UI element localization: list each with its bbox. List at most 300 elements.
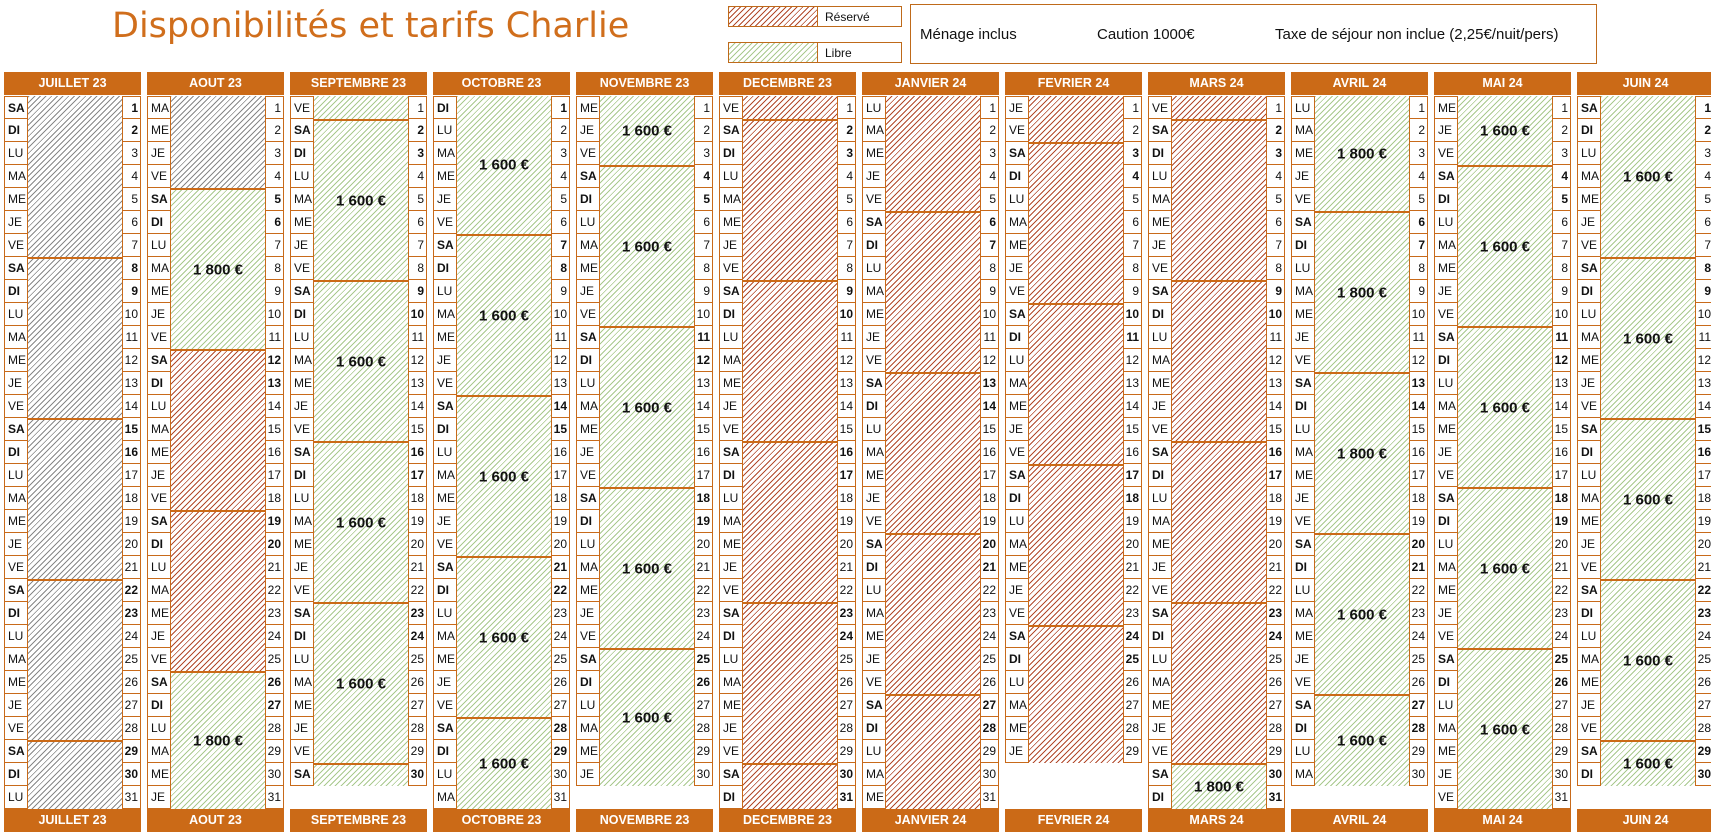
day-number: 13	[694, 372, 713, 395]
booking-block-free[interactable]	[1458, 165, 1552, 326]
weekday-label: JE	[1434, 441, 1458, 464]
day-number: 28	[980, 717, 999, 740]
day-number: 6	[265, 211, 284, 234]
booking-block-free[interactable]	[171, 671, 265, 809]
weekday-label: JE	[862, 326, 886, 349]
weekday-label: DI	[4, 763, 28, 786]
booking-block-free[interactable]	[314, 763, 408, 786]
day-number: 6	[1123, 211, 1142, 234]
weekday-label: VE	[719, 418, 743, 441]
weekday-label: LU	[1291, 579, 1315, 602]
day-number: 8	[837, 257, 856, 280]
day-number: 27	[551, 694, 570, 717]
weekday-label: SA	[1577, 257, 1601, 280]
day-number: 31	[837, 786, 856, 809]
day-number: 14	[1123, 395, 1142, 418]
booking-block-free[interactable]	[1601, 257, 1695, 418]
booking-block-free[interactable]	[1315, 96, 1409, 211]
booking-block-free[interactable]	[171, 188, 265, 349]
booking-block-free[interactable]	[1315, 211, 1409, 372]
weekday-label: ME	[1005, 395, 1029, 418]
day-number: 18	[980, 487, 999, 510]
weekday-label: VE	[1434, 303, 1458, 326]
weekday-label: LU	[433, 602, 457, 625]
day-number: 27	[1695, 694, 1711, 717]
weekday-label: ME	[719, 533, 743, 556]
weekday-label: JE	[1148, 234, 1172, 257]
weekday-label: DI	[1148, 625, 1172, 648]
weekday-label: VE	[4, 717, 28, 740]
weekday-label: LU	[862, 740, 886, 763]
weekday-label: VE	[147, 487, 171, 510]
weekday-label: ME	[1148, 372, 1172, 395]
day-number: 18	[1695, 487, 1711, 510]
day-number: 4	[1552, 165, 1571, 188]
weekday-label: ME	[1291, 303, 1315, 326]
day-number: 3	[694, 142, 713, 165]
day-number: 20	[408, 533, 427, 556]
weekday-label: VE	[1577, 234, 1601, 257]
month-header: MAI 24	[1434, 72, 1571, 95]
month-header: NOVEMBRE 23	[576, 72, 713, 95]
day-number: 16	[1123, 441, 1142, 464]
weekday-label: LU	[433, 119, 457, 142]
booking-block-free[interactable]	[1458, 96, 1552, 165]
weekday-label: LU	[1005, 671, 1029, 694]
day-number: 10	[551, 303, 570, 326]
day-number: 16	[551, 441, 570, 464]
day-number: 6	[980, 211, 999, 234]
weekday-label: SA	[1577, 418, 1601, 441]
weekday-label: DI	[1005, 648, 1029, 671]
booking-block-free[interactable]	[314, 96, 408, 119]
day-number: 5	[1552, 188, 1571, 211]
day-number: 30	[1552, 763, 1571, 786]
weekday-label: DI	[433, 740, 457, 763]
day-number: 15	[980, 418, 999, 441]
day-number: 6	[122, 211, 141, 234]
month-header: MARS 24	[1148, 72, 1285, 95]
weekday-label: JE	[719, 234, 743, 257]
weekday-label: LU	[1434, 533, 1458, 556]
day-number: 14	[837, 395, 856, 418]
booking-block-free[interactable]	[1601, 579, 1695, 740]
day-number: 13	[122, 372, 141, 395]
weekday-label: ME	[862, 625, 886, 648]
weekday-label: JE	[576, 763, 600, 786]
day-number: 11	[837, 326, 856, 349]
day-number: 22	[551, 579, 570, 602]
day-number: 15	[1123, 418, 1142, 441]
day-number: 22	[265, 579, 284, 602]
booking-block-free[interactable]	[457, 234, 551, 395]
weekday-label: JE	[719, 717, 743, 740]
day-number: 1	[1552, 96, 1571, 119]
booking-block-free[interactable]	[600, 648, 694, 786]
day-number: 23	[1552, 602, 1571, 625]
month-header: OCTOBRE 23	[433, 72, 570, 95]
weekday-label: VE	[719, 257, 743, 280]
weekday-label: JE	[1005, 740, 1029, 763]
day-number: 11	[1409, 326, 1428, 349]
day-number: 21	[694, 556, 713, 579]
weekday-label: VE	[1291, 188, 1315, 211]
day-number: 10	[980, 303, 999, 326]
day-number: 17	[408, 464, 427, 487]
weekday-label: VE	[433, 533, 457, 556]
day-number: 23	[1409, 602, 1428, 625]
weekday-label: JE	[290, 717, 314, 740]
day-number: 27	[1552, 694, 1571, 717]
day-number: 14	[1409, 395, 1428, 418]
weekday-label: LU	[1148, 326, 1172, 349]
day-number: 3	[408, 142, 427, 165]
weekday-label: MA	[290, 510, 314, 533]
week-price: 1 800 €	[192, 732, 244, 750]
weekday-label: JE	[290, 234, 314, 257]
weekday-label: VE	[433, 372, 457, 395]
booking-block-reserved	[886, 694, 980, 809]
week-price: 1 600 €	[1336, 606, 1388, 623]
booking-block-reserved	[743, 441, 837, 602]
legend-reserved-label: Réservé	[825, 10, 870, 24]
day-number: 9	[265, 280, 284, 303]
weekday-label: ME	[576, 579, 600, 602]
weekday-label: ME	[433, 487, 457, 510]
weekday-label: VE	[1291, 349, 1315, 372]
weekday-label: DI	[1148, 464, 1172, 487]
weekday-label: VE	[1005, 441, 1029, 464]
weekday-label: ME	[4, 671, 28, 694]
day-number: 8	[1123, 257, 1142, 280]
booking-block-free[interactable]	[457, 556, 551, 717]
day-number: 19	[837, 510, 856, 533]
day-number: 13	[408, 372, 427, 395]
booking-block-free[interactable]	[314, 441, 408, 602]
booking-block-free[interactable]	[1458, 487, 1552, 648]
day-number: 2	[122, 119, 141, 142]
legend-free-label: Libre	[825, 46, 852, 60]
day-number: 15	[1409, 418, 1428, 441]
day-number: 31	[122, 786, 141, 809]
day-number: 20	[1123, 533, 1142, 556]
day-number: 14	[980, 395, 999, 418]
day-number: 13	[1123, 372, 1142, 395]
weekday-label: LU	[1434, 694, 1458, 717]
weekday-label: VE	[862, 510, 886, 533]
weekday-label: VE	[576, 303, 600, 326]
week-price: 1 600 €	[1622, 491, 1674, 508]
weekday-label: JE	[1005, 418, 1029, 441]
weekday-label: SA	[576, 487, 600, 510]
weekday-label: LU	[147, 234, 171, 257]
day-number: 26	[408, 671, 427, 694]
week-price: 1 600 €	[1622, 330, 1674, 347]
day-number: 8	[408, 257, 427, 280]
day-number: 16	[265, 441, 284, 464]
weekday-label: SA	[1005, 142, 1029, 165]
day-number: 7	[122, 234, 141, 257]
day-number: 13	[1695, 372, 1711, 395]
weekday-label: MA	[1005, 372, 1029, 395]
weekday-label: SA	[1577, 740, 1601, 763]
day-number: 18	[1123, 487, 1142, 510]
day-number: 20	[551, 533, 570, 556]
week-price: 1 600 €	[1479, 560, 1531, 577]
booking-block-free[interactable]	[600, 96, 694, 165]
weekday-label: DI	[1291, 395, 1315, 418]
day-number: 16	[837, 441, 856, 464]
day-number: 2	[551, 119, 570, 142]
booking-block-free[interactable]	[314, 602, 408, 763]
booking-block-free[interactable]	[600, 326, 694, 487]
day-number: 30	[837, 763, 856, 786]
day-number: 14	[1552, 395, 1571, 418]
weekday-label: JE	[1291, 648, 1315, 671]
weekday-label: MA	[1005, 694, 1029, 717]
day-number: 22	[694, 579, 713, 602]
weekday-label: DI	[1005, 165, 1029, 188]
day-number: 3	[1552, 142, 1571, 165]
day-number: 12	[1552, 349, 1571, 372]
day-number: 2	[1552, 119, 1571, 142]
day-number: 7	[980, 234, 999, 257]
day-number: 22	[408, 579, 427, 602]
week-price: 1 800 €	[1336, 445, 1388, 462]
weekday-label: JE	[433, 349, 457, 372]
weekday-label: DI	[862, 234, 886, 257]
day-number: 2	[1695, 119, 1711, 142]
weekday-label: ME	[433, 326, 457, 349]
week-price: 1 600 €	[621, 709, 673, 727]
booking-block-free[interactable]	[457, 96, 551, 234]
weekday-label: DI	[147, 211, 171, 234]
day-number: 13	[265, 372, 284, 395]
day-number: 18	[1266, 487, 1285, 510]
day-number: 28	[1123, 717, 1142, 740]
weekday-label: LU	[719, 487, 743, 510]
booking-block-reserved	[886, 533, 980, 694]
booking-block-free[interactable]	[600, 487, 694, 648]
day-number: 2	[980, 119, 999, 142]
day-number: 12	[408, 349, 427, 372]
weekday-label: LU	[4, 464, 28, 487]
weekday-label: DI	[1148, 303, 1172, 326]
day-number: 21	[1409, 556, 1428, 579]
day-number: 11	[694, 326, 713, 349]
day-number: 6	[1695, 211, 1711, 234]
weekday-label: MA	[433, 786, 457, 809]
week-price: 1 600 €	[335, 192, 387, 209]
day-number: 12	[1123, 349, 1142, 372]
booking-block-free[interactable]	[314, 280, 408, 441]
day-number: 11	[122, 326, 141, 349]
booking-block-free[interactable]	[1601, 418, 1695, 579]
weekday-label: ME	[1577, 671, 1601, 694]
weekday-label: SA	[4, 96, 28, 119]
weekday-label: ME	[1291, 464, 1315, 487]
day-number: 3	[1695, 142, 1711, 165]
month-footer: NOVEMBRE 23	[576, 809, 713, 832]
booking-block-free[interactable]	[457, 395, 551, 556]
weekday-label: MA	[1434, 556, 1458, 579]
weekday-label: DI	[1005, 326, 1029, 349]
weekday-label: ME	[1577, 188, 1601, 211]
day-number: 26	[1409, 671, 1428, 694]
day-number: 14	[122, 395, 141, 418]
weekday-label: SA	[4, 579, 28, 602]
info-taxe: Taxe de séjour non inclue (2,25€/nuit/pers)	[1275, 26, 1559, 43]
info-box	[910, 4, 1597, 64]
weekday-label: LU	[862, 579, 886, 602]
day-number: 19	[1266, 510, 1285, 533]
booking-block-free[interactable]	[1458, 648, 1552, 809]
day-number: 7	[1695, 234, 1711, 257]
weekday-label: ME	[576, 740, 600, 763]
booking-block-past	[28, 579, 122, 740]
weekday-label: MA	[4, 326, 28, 349]
day-number: 23	[837, 602, 856, 625]
day-number: 5	[122, 188, 141, 211]
day-number: 3	[1266, 142, 1285, 165]
booking-block-free[interactable]	[1315, 694, 1409, 786]
day-number: 8	[1266, 257, 1285, 280]
day-number: 12	[980, 349, 999, 372]
booking-block-free[interactable]	[1315, 372, 1409, 533]
weekday-label: VE	[719, 96, 743, 119]
booking-block-free[interactable]	[1315, 533, 1409, 694]
weekday-label: DI	[147, 533, 171, 556]
weekday-label: ME	[1434, 257, 1458, 280]
day-number: 17	[1266, 464, 1285, 487]
booking-block-free[interactable]	[600, 165, 694, 326]
weekday-label: DI	[4, 119, 28, 142]
weekday-label: MA	[433, 625, 457, 648]
weekday-label: DI	[719, 464, 743, 487]
weekday-label: SA	[4, 257, 28, 280]
day-number: 25	[980, 648, 999, 671]
booking-block-reserved	[886, 372, 980, 533]
day-number: 23	[980, 602, 999, 625]
weekday-label: MA	[1434, 395, 1458, 418]
booking-block-free[interactable]	[457, 717, 551, 809]
day-number: 4	[122, 165, 141, 188]
day-number: 4	[1266, 165, 1285, 188]
weekday-label: ME	[719, 211, 743, 234]
day-number: 24	[408, 625, 427, 648]
weekday-label: VE	[1148, 418, 1172, 441]
day-number: 13	[1552, 372, 1571, 395]
weekday-label: LU	[862, 418, 886, 441]
weekday-label: VE	[862, 349, 886, 372]
weekday-label: JE	[1577, 372, 1601, 395]
day-number: 23	[408, 602, 427, 625]
day-number: 10	[265, 303, 284, 326]
week-price: 1 600 €	[621, 560, 673, 577]
weekday-label: ME	[862, 142, 886, 165]
day-number: 22	[980, 579, 999, 602]
day-number: 8	[1552, 257, 1571, 280]
weekday-label: LU	[433, 441, 457, 464]
weekday-label: LU	[4, 142, 28, 165]
weekday-label: ME	[1577, 510, 1601, 533]
weekday-label: SA	[862, 533, 886, 556]
weekday-label: MA	[1148, 188, 1172, 211]
weekday-label: DI	[4, 441, 28, 464]
day-number: 29	[694, 740, 713, 763]
day-number: 12	[1409, 349, 1428, 372]
weekday-label: VE	[147, 648, 171, 671]
week-price: 1 600 €	[1622, 168, 1674, 185]
day-number: 28	[1266, 717, 1285, 740]
day-number: 9	[1695, 280, 1711, 303]
info-menage: Ménage inclus	[920, 26, 1017, 43]
day-number: 9	[837, 280, 856, 303]
weekday-label: ME	[719, 694, 743, 717]
weekday-label: VE	[1434, 625, 1458, 648]
booking-block-past	[28, 257, 122, 418]
booking-block-free[interactable]	[1172, 763, 1266, 809]
weekday-label: SA	[1005, 625, 1029, 648]
day-number: 7	[1552, 234, 1571, 257]
week-price: 1 600 €	[1479, 122, 1531, 139]
weekday-label: MA	[290, 188, 314, 211]
weekday-label: SA	[433, 717, 457, 740]
weekday-label: MA	[1291, 119, 1315, 142]
week-price: 1 800 €	[192, 261, 244, 278]
day-number: 20	[1552, 533, 1571, 556]
weekday-label: LU	[576, 533, 600, 556]
day-number: 16	[122, 441, 141, 464]
weekday-label: SA	[1434, 165, 1458, 188]
weekday-label: LU	[1291, 96, 1315, 119]
weekday-label: JE	[1005, 257, 1029, 280]
weekday-label: DI	[1291, 717, 1315, 740]
weekday-label: LU	[147, 717, 171, 740]
booking-block-free[interactable]	[1601, 96, 1695, 257]
weekday-label: VE	[433, 694, 457, 717]
weekday-label: ME	[147, 119, 171, 142]
day-number: 7	[408, 234, 427, 257]
weekday-label: LU	[862, 96, 886, 119]
day-number: 24	[1266, 625, 1285, 648]
day-number: 5	[1266, 188, 1285, 211]
day-number: 25	[694, 648, 713, 671]
day-number: 29	[122, 740, 141, 763]
day-number: 7	[1266, 234, 1285, 257]
booking-block-reserved	[1029, 464, 1123, 625]
day-number: 6	[408, 211, 427, 234]
legend-free	[728, 42, 902, 63]
day-number: 10	[1266, 303, 1285, 326]
weekday-label: SA	[719, 280, 743, 303]
weekday-label: ME	[576, 257, 600, 280]
day-number: 31	[980, 786, 999, 809]
day-number: 18	[408, 487, 427, 510]
weekday-label: VE	[1434, 464, 1458, 487]
weekday-label: MA	[433, 303, 457, 326]
weekday-label: DI	[862, 717, 886, 740]
booking-block-reserved	[1029, 96, 1123, 142]
booking-block-free[interactable]	[1458, 326, 1552, 487]
weekday-label: LU	[4, 625, 28, 648]
booking-block-free[interactable]	[1601, 740, 1695, 786]
booking-block-free[interactable]	[314, 119, 408, 280]
weekday-label: JE	[1434, 280, 1458, 303]
weekday-label: LU	[1148, 648, 1172, 671]
week-price: 1 600 €	[478, 629, 530, 646]
weekday-label: LU	[290, 165, 314, 188]
